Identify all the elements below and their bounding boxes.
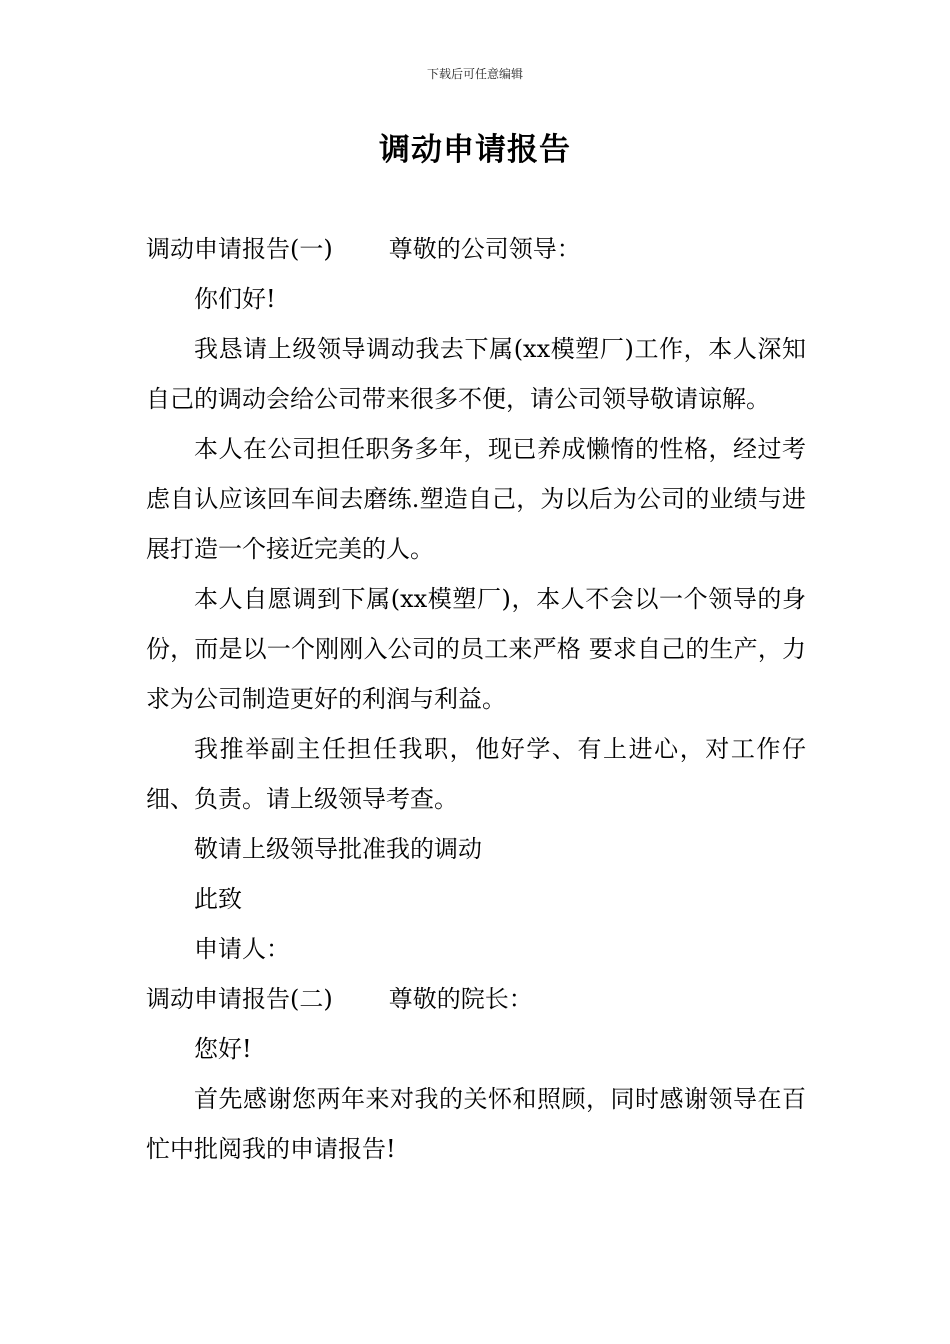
section1-paragraph-3: 本人自愿调到下属(xx模塑厂)，本人不会以一个领导的身份，而是以一个刚刚入公司的员工来严格 要求自己的生产，力求为公司制造更好的利润与利益。 — [146, 585, 806, 713]
document-body — [146, 224, 806, 1174]
section2-greeting: 您好! — [194, 1035, 252, 1063]
section2-paragraph-1: 首先感谢您两年来对我的关怀和照顾，同时感谢领导在百忙中批阅我的申请报告! — [146, 1085, 806, 1163]
document-title: 调动申请报告 — [379, 132, 571, 168]
section1-heading-line — [146, 224, 806, 274]
section1-applicant: 申请人： — [194, 935, 290, 963]
header-note: 下载后可任意编辑 — [426, 67, 523, 81]
section1-heading: 调动申请报告(一) — [146, 235, 333, 263]
section2-heading-line — [146, 974, 806, 1024]
section1-closing: 此致 — [194, 885, 242, 913]
section1-paragraph-4: 我推举副主任担任我职，他好学、有上进心，对工作仔细、负责。请上级领导考查。 — [146, 735, 806, 813]
section1-request: 敬请上级领导批准我的调动 — [194, 835, 482, 863]
section1-paragraph-2: 本人在公司担任职务多年，现已养成懒惰的性格，经过考虑自认应该回车间去磨练.塑造自己，为以后为公司的业绩与进展打造一个接近完美的人。 — [146, 435, 806, 563]
section1-salutation: 尊敬的公司领导： — [388, 235, 581, 263]
section1-paragraph-1: 我恳请上级领导调动我去下属(xx模塑厂)工作，本人深知自己的调动会给公司带来很多不便，请公司领导敬请谅解。 — [146, 335, 806, 413]
section1-greeting: 你们好! — [194, 285, 276, 313]
section2-heading: 调动申请报告(二) — [146, 985, 333, 1013]
section2-salutation: 尊敬的院长： — [388, 985, 533, 1013]
